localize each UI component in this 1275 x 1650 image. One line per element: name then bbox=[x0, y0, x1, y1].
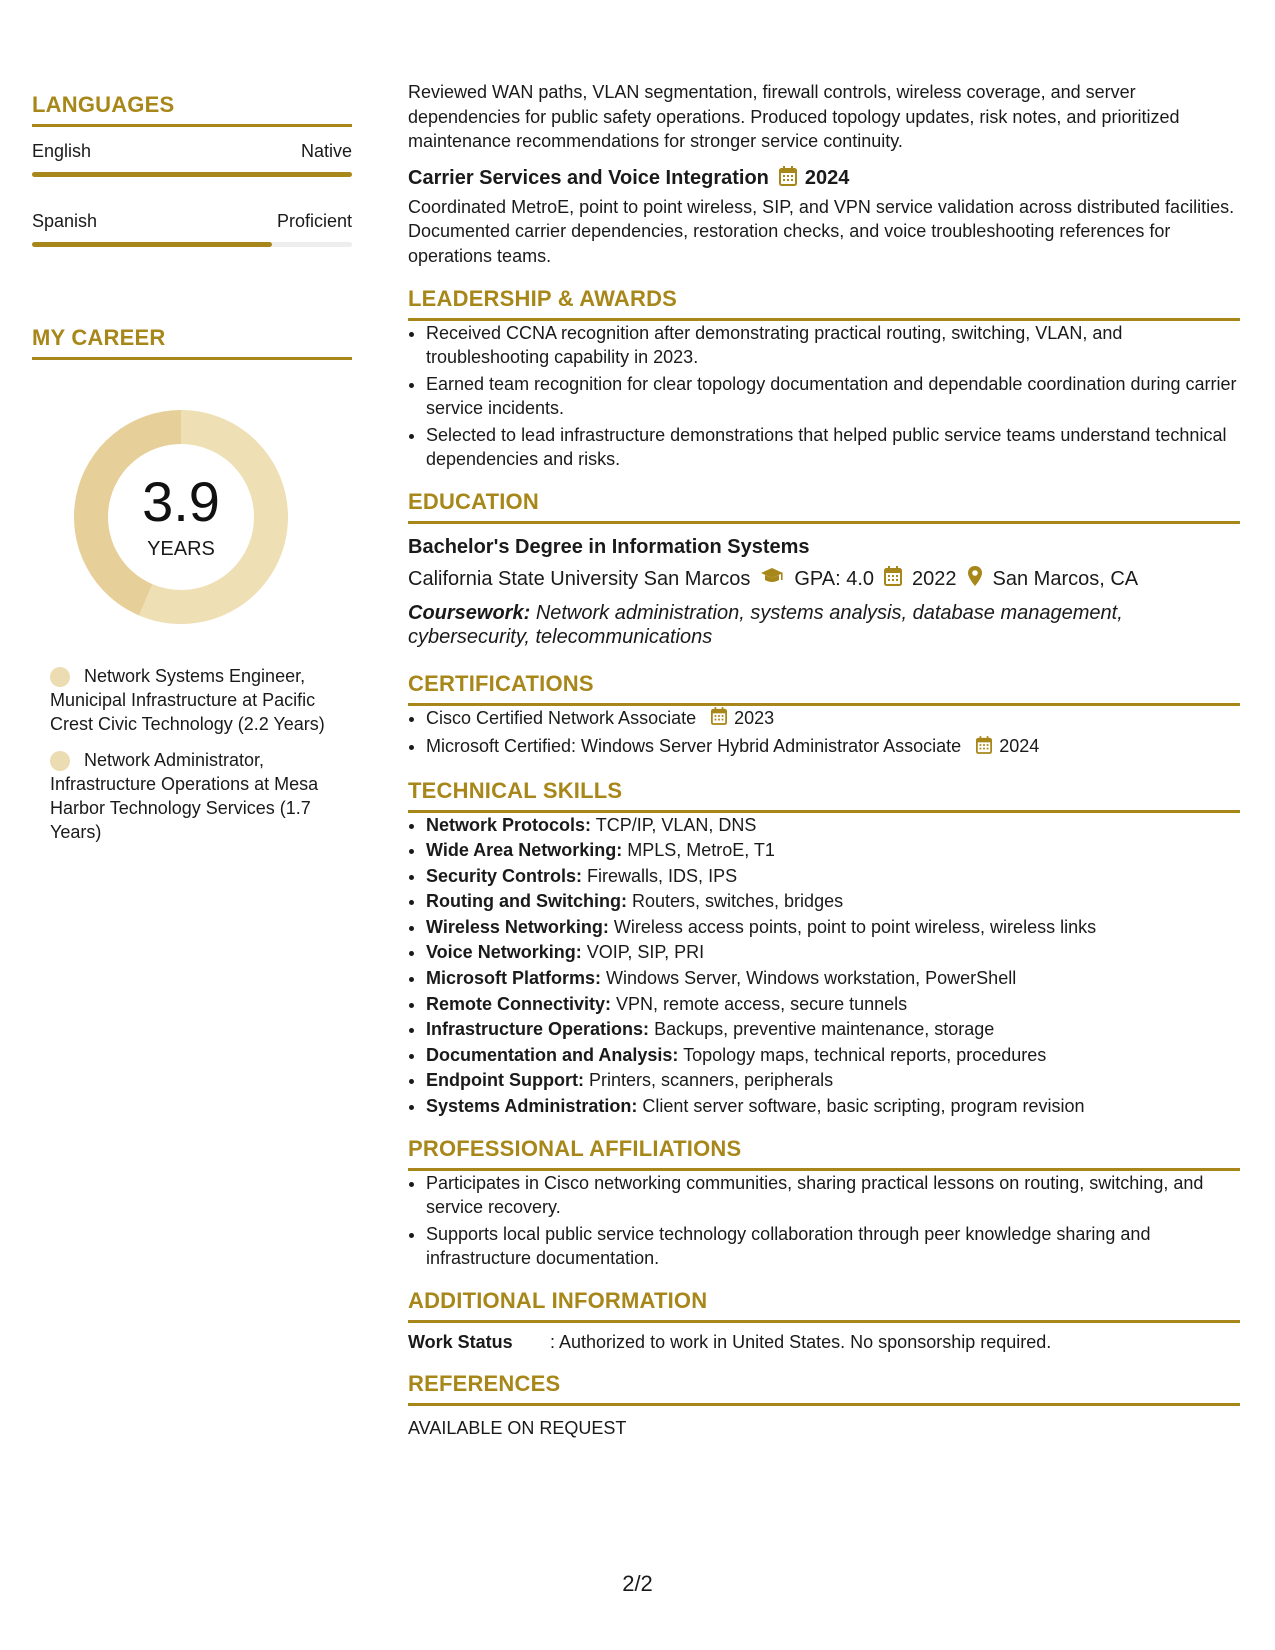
list-item: • Supports local public service technology collaboration through peer knowledge sharing and infrastructure documentation. bbox=[426, 1222, 1240, 1270]
calendar-icon bbox=[976, 736, 992, 760]
work-status-value: : Authorized to work in United States. No sponsorship required. bbox=[550, 1332, 1052, 1353]
skill-label: Security Controls: bbox=[426, 865, 583, 886]
calendar-icon bbox=[711, 707, 727, 731]
skill-value: Windows Server, Windows workstation, PowerShell bbox=[606, 968, 1017, 989]
career-title: MY CAREER bbox=[32, 325, 352, 360]
career-total-years: 3.9 bbox=[142, 469, 220, 533]
list-item: • Selected to lead infrastructure demonstrations that helped public service teams understand technical dependencies and risks. bbox=[426, 423, 1240, 471]
leadership-section bbox=[408, 286, 1240, 471]
career-legend-label: Network Systems Engineer, Municipal Infrastructure at Pacific Crest Civic Technology (2.2 Years) bbox=[50, 666, 325, 734]
skill-label: Systems Administration: bbox=[426, 1096, 638, 1117]
skill-item bbox=[426, 813, 1240, 837]
skill-value: TCP/IP, VLAN, DNS bbox=[595, 814, 757, 835]
skill-label: Remote Connectivity: bbox=[426, 993, 612, 1014]
certification-year: 2024 bbox=[999, 736, 1040, 757]
career-legend-item bbox=[50, 664, 352, 736]
education-degree: Bachelor's Degree in Information Systems bbox=[408, 536, 810, 558]
skill-label: Voice Networking: bbox=[426, 942, 582, 963]
skill-value: Routers, switches, bridges bbox=[632, 891, 844, 912]
certification-name: Microsoft Certified: Windows Server Hybrid Administrator Associate bbox=[426, 736, 962, 757]
skill-item bbox=[426, 838, 1240, 862]
skill-value: Printers, scanners, peripherals bbox=[588, 1070, 834, 1091]
right-column bbox=[408, 80, 1240, 1439]
skill-value: Client server software, basic scripting, program revision bbox=[642, 1096, 1085, 1117]
education-location: San Marcos, CA bbox=[992, 567, 1139, 590]
language-level: Native bbox=[300, 141, 352, 161]
references-text: AVAILABLE ON REQUEST bbox=[408, 1418, 627, 1439]
skill-label: Microsoft Platforms: bbox=[426, 968, 602, 989]
leadership-title: LEADERSHIP & AWARDS bbox=[408, 286, 1240, 321]
additional-section bbox=[408, 1288, 1240, 1353]
skill-item bbox=[426, 1094, 1240, 1118]
affiliations-section bbox=[408, 1136, 1240, 1270]
languages-title: LANGUAGES bbox=[32, 92, 352, 127]
project-title: Carrier Services and Voice Integration bbox=[408, 167, 769, 189]
skills-list bbox=[408, 813, 1240, 1119]
career-legend bbox=[50, 664, 352, 844]
coursework-text: Network administration, systems analysis, database management, cybersecurity, telecommunications bbox=[408, 602, 1123, 648]
certification-name: Cisco Certified Network Associate bbox=[426, 708, 697, 728]
career-donut bbox=[66, 402, 296, 632]
skill-label: Wireless Networking: bbox=[426, 916, 609, 937]
skill-item bbox=[426, 889, 1240, 913]
affiliations-title: PROFESSIONAL AFFILIATIONS bbox=[408, 1136, 1240, 1171]
skill-label: Routing and Switching: bbox=[426, 891, 627, 912]
page-number: 2/2 bbox=[622, 1571, 653, 1596]
skill-value: VOIP, SIP, PRI bbox=[586, 942, 705, 963]
language-bar bbox=[32, 172, 352, 177]
skill-value: VPN, remote access, secure tunnels bbox=[616, 993, 908, 1014]
calendar-icon bbox=[779, 166, 797, 192]
skill-value: Backups, preventive maintenance, storage bbox=[654, 1019, 995, 1040]
skills-section bbox=[408, 778, 1240, 1119]
certifications-title: CERTIFICATIONS bbox=[408, 671, 1240, 706]
skill-value: Topology maps, technical reports, procedures bbox=[683, 1044, 1047, 1065]
leadership-list bbox=[408, 321, 1240, 471]
language-bar-fill bbox=[32, 242, 272, 247]
language-spanish bbox=[32, 211, 352, 247]
skill-item bbox=[426, 1017, 1240, 1041]
skills-title: TECHNICAL SKILLS bbox=[408, 778, 1240, 813]
skill-item bbox=[426, 1043, 1240, 1067]
certification-year: 2023 bbox=[734, 708, 775, 728]
certifications-section bbox=[408, 671, 1240, 760]
skill-label: Endpoint Support: bbox=[426, 1070, 584, 1091]
education-title: EDUCATION bbox=[408, 489, 1240, 524]
project-description: Coordinated MetroE, point to point wireless, SIP, and VPN service validation across distributed facilities. Documented carrier dependencies, restoration checks, and voice troubleshooting references for operations teams. bbox=[408, 196, 1235, 266]
references-section bbox=[408, 1371, 1240, 1439]
references-title: REFERENCES bbox=[408, 1371, 1240, 1406]
work-status-row bbox=[408, 1332, 1240, 1353]
legend-dot-icon bbox=[50, 751, 70, 771]
skill-item bbox=[426, 915, 1240, 939]
location-pin-icon bbox=[967, 565, 983, 593]
education-details bbox=[408, 565, 1240, 593]
skill-item bbox=[426, 864, 1240, 888]
skill-label: Infrastructure Operations: bbox=[426, 1019, 650, 1040]
coursework-label: Coursework: bbox=[408, 602, 531, 624]
skill-value: Wireless access points, point to point wireless, wireless links bbox=[613, 916, 1097, 937]
skill-item bbox=[426, 966, 1240, 990]
education-coursework bbox=[408, 601, 1240, 649]
skill-label: Documentation and Analysis: bbox=[426, 1044, 679, 1065]
skill-label: Wide Area Networking: bbox=[426, 840, 623, 861]
list-item: • Earned team recognition for clear topology documentation and dependable coordination during carrier service incidents. bbox=[426, 372, 1240, 420]
affiliations-list bbox=[408, 1171, 1240, 1270]
career-total-unit: YEARS bbox=[147, 537, 215, 560]
language-bar bbox=[32, 242, 352, 247]
skill-value: Firewalls, IDS, IPS bbox=[587, 865, 738, 886]
list-item bbox=[426, 706, 1240, 731]
language-english bbox=[32, 141, 352, 177]
work-status-label: Work Status bbox=[408, 1332, 513, 1353]
certifications-list bbox=[408, 706, 1240, 760]
skill-label: Network Protocols: bbox=[426, 814, 592, 835]
education-gpa: GPA: 4.0 bbox=[794, 567, 875, 590]
calendar-icon bbox=[884, 566, 902, 592]
education-school: California State University San Marcos bbox=[408, 567, 751, 590]
career-legend-item bbox=[50, 748, 352, 844]
education-year: 2022 bbox=[912, 567, 957, 590]
language-level: Proficient bbox=[276, 211, 352, 231]
skill-value: MPLS, MetroE, T1 bbox=[627, 840, 775, 861]
skill-item bbox=[426, 992, 1240, 1016]
language-bar-fill bbox=[32, 172, 352, 177]
education-section bbox=[408, 489, 1240, 649]
skill-item bbox=[426, 1068, 1240, 1092]
career-legend-label: Network Administrator, Infrastructure Operations at Mesa Harbor Technology Services (1.7 Years) bbox=[50, 750, 319, 842]
list-item: • Participates in Cisco networking communities, sharing practical lessons on routing, switching, and service recovery. bbox=[426, 1171, 1240, 1219]
skill-item bbox=[426, 940, 1240, 964]
left-column bbox=[32, 92, 352, 856]
additional-title: ADDITIONAL INFORMATION bbox=[408, 1288, 1240, 1323]
project-title-row bbox=[408, 166, 1240, 192]
language-name: English bbox=[32, 141, 92, 161]
project-date: 2024 bbox=[804, 167, 850, 189]
legend-dot-icon bbox=[50, 667, 70, 687]
list-item bbox=[426, 734, 1240, 759]
language-name: Spanish bbox=[32, 211, 98, 231]
experience-intro: Reviewed WAN paths, VLAN segmentation, firewall controls, wireless coverage, and server dependencies for public safety operations. Produced topology updates, risk notes, and prioritized maintenance recommendations for stronger service continuity. bbox=[408, 82, 1180, 151]
list-item: • Received CCNA recognition after demonstrating practical routing, switching, VLAN, and troubleshooting capability in 2023. bbox=[426, 321, 1240, 369]
graduation-cap-icon bbox=[760, 567, 784, 591]
